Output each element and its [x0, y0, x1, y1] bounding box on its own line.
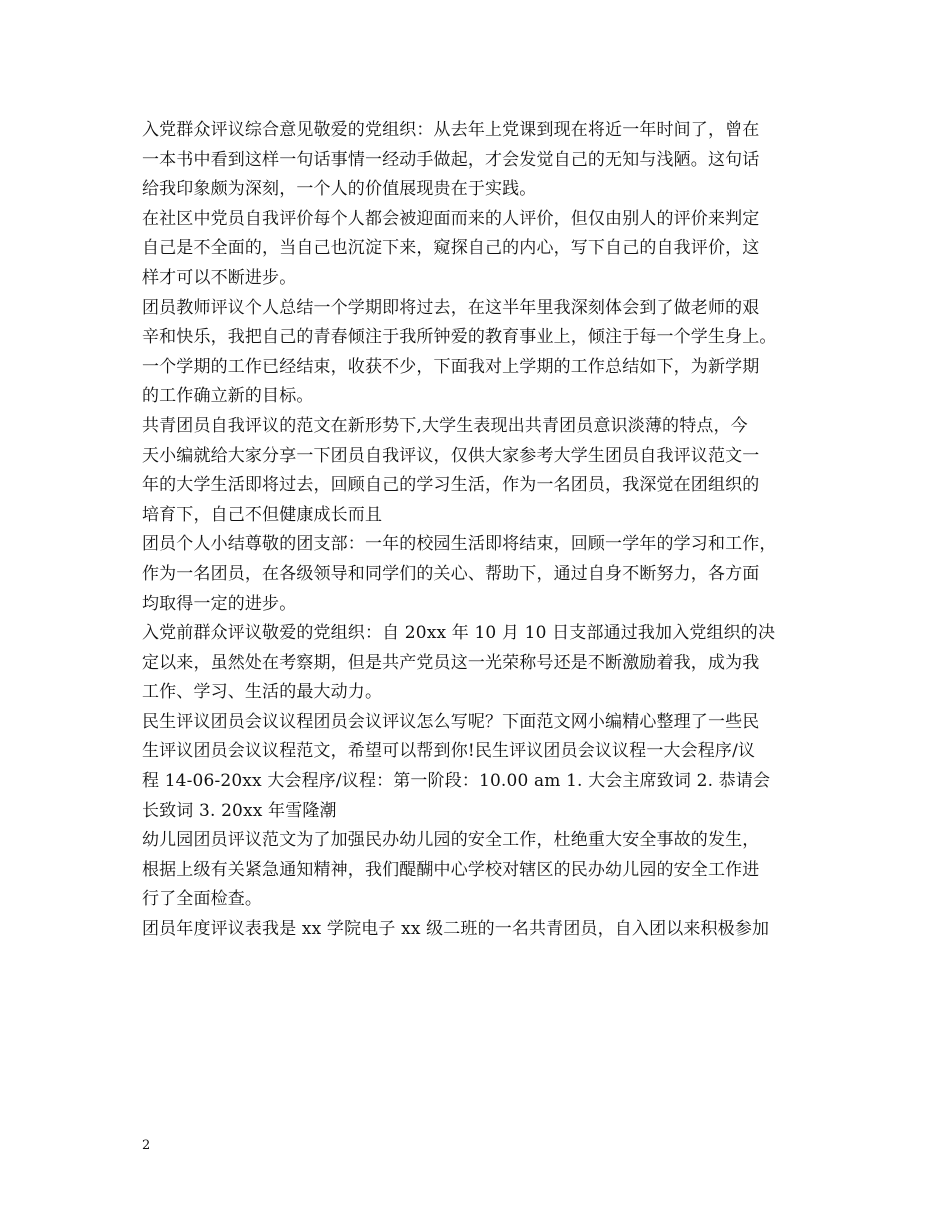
text-line: 团员年度评议表我是 xx 学院电子 xx 级二班的一名共青团员，自入团以来积极参加: [142, 919, 770, 940]
paragraph: [142, 116, 814, 205]
paragraph: [142, 205, 814, 294]
text-line: 一个学期的工作已经结束，收获不少，下面我对上学期的工作总结如下，为新学期: [142, 356, 760, 377]
text-line: 自己是不全面的，当自己也沉淀下来，窥探自己的内心，写下自己的自我评价，这: [142, 238, 760, 259]
text-line: 根据上级有关紧急通知精神，我们醍醐中心学校对辖区的民办幼儿园的安全工作进: [142, 859, 760, 880]
text-line: 均取得一定的进步。: [142, 593, 297, 614]
text-line: 定以来，虽然处在考察期，但是共产党员这一光荣称号还是不断激励着我，成为我: [142, 652, 760, 673]
text-line: 共青团员自我评议的范文在新形势下,大学生表现出共青团员意识淡薄的特点，今: [142, 415, 748, 436]
text-line: 年的大学生活即将过去，回顾自己的学习生活，作为一名团员，我深觉在团组织的: [142, 475, 760, 496]
text-line: 程 14-06-20xx 大会程序/议程：第一阶段：10.00 am 1. 大会主席致词 2. 恭请会: [142, 771, 771, 792]
text-line: 作为一名团员，在各级领导和同学们的关心、帮助下，通过自身不断努力，各方面: [142, 563, 760, 584]
text-line: 样才可以不断进步。: [142, 267, 297, 288]
paragraph: [142, 412, 814, 530]
paragraph: [142, 619, 814, 708]
text-line: 民生评议团员会议议程团员会议评议怎么写呢？下面范文网小编精心整理了一些民: [142, 711, 760, 732]
text-line: 天小编就给大家分享一下团员自我评议，仅供大家参考大学生团员自我评议范文一: [142, 445, 760, 466]
document-body: [142, 116, 814, 945]
paragraph: [142, 294, 814, 412]
page-number: 2: [142, 1138, 151, 1153]
text-line: 培育下，自己不但健康成长而且: [142, 504, 383, 525]
paragraph: [142, 826, 814, 915]
paragraph: [142, 915, 814, 945]
text-line: 团员教师评议个人总结一个学期即将过去，在这半年里我深刻体会到了做老师的艰: [142, 297, 760, 318]
text-line: 入党群众评议综合意见敬爱的党组织：从去年上党课到现在将近一年时间了，曾在: [142, 120, 760, 140]
text-line: 在社区中党员自我评价每个人都会被迎面而来的人评价，但仅由别人的评价来判定: [142, 208, 760, 229]
text-line: 工作、学习、生活的最大动力。: [142, 682, 383, 703]
text-line: 一本书中看到这样一句话事情一经动手做起，才会发觉自己的无知与浅陋。这句话: [142, 149, 760, 170]
text-line: 团员个人小结尊敬的团支部：一年的校园生活即将结束，回顾一学年的学习和工作，: [142, 534, 777, 555]
paragraph: [142, 530, 814, 619]
text-line: 入党前群众评议敬爱的党组织：自 20xx 年 10 月 10 日支部通过我加入党组织的决: [142, 623, 776, 644]
text-line: 行了全面检查。: [142, 889, 263, 910]
text-line: 幼儿园团员评议范文为了加强民办幼儿园的安全工作，杜绝重大安全事故的发生，: [142, 830, 760, 851]
text-line: 长致词 3. 20xx 年雪隆潮: [142, 800, 337, 821]
text-line: 辛和快乐，我把自己的青春倾注于我所钟爱的教育事业上，倾注于每一个学生身上。: [142, 327, 777, 348]
text-line: 的工作确立新的目标。: [142, 386, 314, 407]
paragraph: [142, 708, 814, 826]
text-line: 给我印象颇为深刻，一个人的价值展现贵在于实践。: [142, 179, 537, 200]
text-line: 生评议团员会议议程范文，希望可以帮到你!民生评议团员会议议程一大会程序/议: [142, 741, 756, 762]
